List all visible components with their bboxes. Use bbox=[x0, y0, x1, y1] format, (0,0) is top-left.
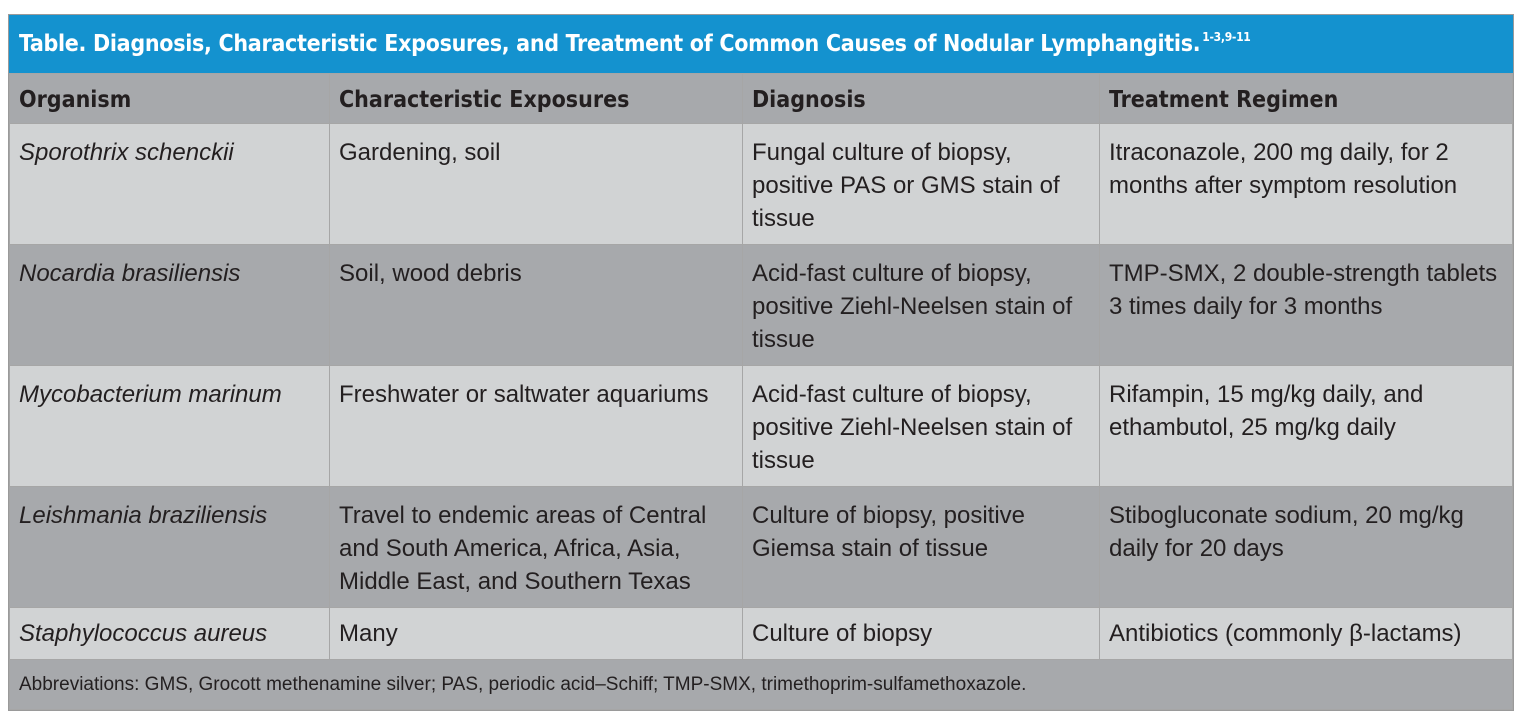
treatment-cell: Rifampin, 15 mg/kg daily, and ethambutol, 25 mg/kg daily bbox=[1100, 366, 1513, 487]
table-row bbox=[10, 487, 1513, 608]
table-container bbox=[8, 14, 1514, 711]
diagnosis-cell: Culture of biopsy bbox=[743, 608, 1100, 660]
diagnosis-cell: Fungal culture of biopsy, positive PAS or GMS stain of tissue bbox=[743, 124, 1100, 245]
table-row bbox=[10, 245, 1513, 366]
organism-cell: Mycobacterium marinum bbox=[10, 366, 330, 487]
treatment-cell: Antibiotics (commonly β-lactams) bbox=[1100, 608, 1513, 660]
abbreviations-footnote: Abbreviations: GMS, Grocott methenamine silver; PAS, periodic acid–Schiff; TMP-SMX, trimethoprim-sulfamethoxazole. bbox=[10, 660, 1513, 710]
table-row bbox=[10, 124, 1513, 245]
organism-cell: Leishmania braziliensis bbox=[10, 487, 330, 608]
exposures-cell: Freshwater or saltwater aquariums bbox=[330, 366, 743, 487]
lymphangitis-table bbox=[9, 73, 1513, 710]
organism-cell: Nocardia brasiliensis bbox=[10, 245, 330, 366]
exposures-cell: Soil, wood debris bbox=[330, 245, 743, 366]
exposures-cell: Many bbox=[330, 608, 743, 660]
table-title: Table. Diagnosis, Characteristic Exposures, and Treatment of Common Causes of Nodular Lymphangitis. bbox=[19, 31, 1201, 57]
treatment-cell: TMP-SMX, 2 double-strength tablets 3 times daily for 3 months bbox=[1100, 245, 1513, 366]
column-header-diagnosis: Diagnosis bbox=[743, 74, 1100, 124]
header-row bbox=[10, 74, 1513, 124]
table-row bbox=[10, 366, 1513, 487]
organism-cell: Staphylococcus aureus bbox=[10, 608, 330, 660]
diagnosis-cell: Acid-fast culture of biopsy, positive Ziehl-Neelsen stain of tissue bbox=[743, 366, 1100, 487]
diagnosis-cell: Culture of biopsy, positive Giemsa stain of tissue bbox=[743, 487, 1100, 608]
organism-cell: Sporothrix schenckii bbox=[10, 124, 330, 245]
table-title-bar bbox=[9, 15, 1513, 73]
footnote-row bbox=[10, 660, 1513, 710]
column-header-exposures: Characteristic Exposures bbox=[330, 74, 743, 124]
diagnosis-cell: Acid-fast culture of biopsy, positive Ziehl-Neelsen stain of tissue bbox=[743, 245, 1100, 366]
column-header-treatment: Treatment Regimen bbox=[1100, 74, 1513, 124]
column-header-organism: Organism bbox=[10, 74, 330, 124]
exposures-cell: Gardening, soil bbox=[330, 124, 743, 245]
treatment-cell: Itraconazole, 200 mg daily, for 2 months after symptom resolution bbox=[1100, 124, 1513, 245]
treatment-cell: Stibogluconate sodium, 20 mg/kg daily for 20 days bbox=[1100, 487, 1513, 608]
table-title-references: 1-3,9-11 bbox=[1202, 30, 1251, 44]
exposures-cell: Travel to endemic areas of Central and South America, Africa, Asia, Middle East, and Southern Texas bbox=[330, 487, 743, 608]
table-row bbox=[10, 608, 1513, 660]
